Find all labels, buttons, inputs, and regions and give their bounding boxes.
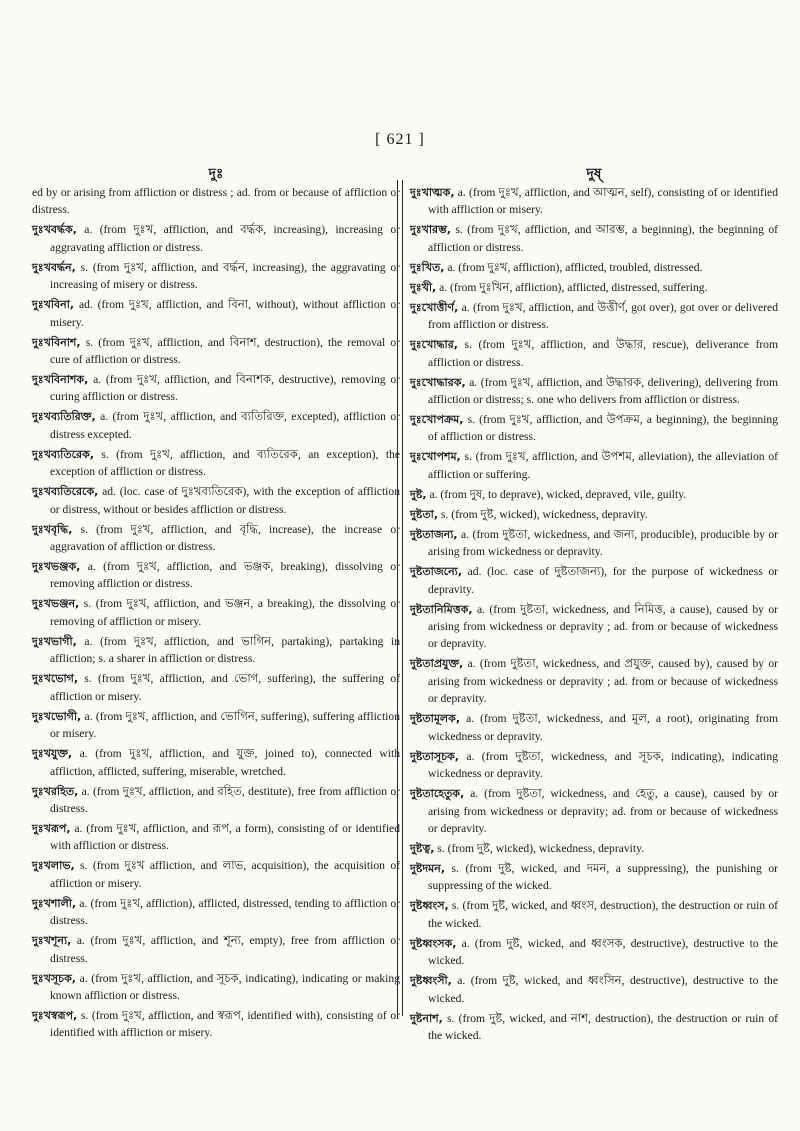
dictionary-entry: [32, 371, 400, 408]
dictionary-entry: [410, 601, 778, 656]
dictionary-entry: [410, 506, 778, 526]
dictionary-entry: [410, 840, 778, 860]
entry-headword: দুঃখোপক্রম,: [410, 413, 464, 427]
entry-headword: দুষ্টতাসূচক,: [410, 749, 459, 763]
entry-definition: a. (from দুষ্ট, wicked, and ধ্বংসক, destructive), destructive to the wicked.: [428, 936, 778, 968]
entry-definition: s. (from দুষ্ট, wicked, and নাশ, destruction), the destruction or ruin of the wicked.: [428, 1011, 779, 1042]
entry-headword: দুষ্টধ্বংস,: [410, 899, 449, 913]
dictionary-entry: [410, 655, 778, 710]
entry-headword: দুঃখভঞ্জক,: [32, 560, 81, 574]
dictionary-entry: [32, 970, 400, 1007]
entry-definition: s. (from দুঃখ, affliction, and বর্দ্ধন, increasing), the aggravating or increasing of misery or distress.: [50, 260, 400, 292]
entry-definition: ad. (loc. case of দুঃখব্যতিরেক), with the exception of affliction or distress, without or besides affliction or distress.: [50, 485, 400, 516]
entry-definition: a. (from দুঃখ, affliction, and ব্যতিরিক্ত, excepted), affliction or distress excepted.: [50, 410, 400, 441]
entry-headword: দুষ্টতাপ্রযুক্ত,: [410, 657, 464, 671]
entry-definition: s. (from দুঃখ affliction, and লাভ, acquisition), the acquisition of affliction or misery.: [50, 859, 400, 890]
dictionary-entry: [410, 972, 778, 1009]
entry-headword: দুষ্টদমন,: [410, 861, 446, 875]
entry-headword: দুঃখাত্মক,: [410, 186, 455, 199]
entry-definition: a. (from দুঃখ, affliction, and উত্তীর্ণ, got over), got over or delivered from affliction or distress.: [428, 300, 778, 332]
dictionary-entry: [32, 895, 400, 932]
dictionary-entry: [410, 336, 778, 373]
entry-headword: দুঃখোদ্ধার,: [410, 338, 458, 352]
dictionary-entry: [410, 785, 778, 840]
dictionary-entry: [410, 259, 778, 279]
dictionary-entry: [410, 1010, 778, 1047]
dictionary-entry: [410, 526, 778, 563]
entry-definition: a. (from দুষ্টতা, wickedness, and মূল, a root), originating from wickedness or depravity.: [428, 712, 778, 743]
entry-headword: দুঃখোদ্ধারক,: [410, 375, 466, 389]
entry-headword: দুঃখোপশম,: [410, 450, 461, 464]
entry-definition: a. (from দুষ্টতা, wickedness, and নিমিত্ত, a cause), caused by or arising from wickedness or depravity ; ad. from or because of wickedness or depravity.: [428, 602, 779, 651]
right-column-head: দুষ্: [586, 166, 602, 182]
entry-definition: a. (from দুঃখ, affliction, and যুক্ত, joined to), connected with affliction, afflicted, suffering, miserable, wretched.: [50, 747, 400, 778]
entry-headword: দুঃখবৃদ্ধি,: [32, 522, 73, 536]
left-column: [32, 164, 400, 1044]
entry-definition: s. (from দুঃখ, affliction, and ভোগ, suffering), the suffering of affliction or misery.: [50, 672, 400, 703]
entry-headword: দুষ্টত্ব,: [410, 841, 435, 855]
entry-definition: a. (from দুঃখিন, affliction), afflicted, distressed, suffering.: [439, 280, 708, 294]
entry-definition: s. (from দুঃখ, affliction, and উপশম, alleviation), the alleviation of affliction or suffering.: [428, 450, 778, 481]
dictionary-entry: [32, 558, 400, 595]
dictionary-entry: [410, 860, 778, 897]
entry-definition: a. (from দুঃখ, affliction, and ভোগিন, suffering), suffering affliction or misery.: [50, 709, 400, 741]
entry-definition: s. (from দুঃখ, affliction, and স্বরূপ, identified with), consisting of or identified with affliction or misery.: [50, 1008, 400, 1040]
entry-definition: a. (from দুঃখ, affliction, and রূপ, a form), consisting of or identified with affliction or distress.: [50, 821, 400, 853]
entry-definition: s. (from দুঃখ, affliction, and উপক্রম, a beginning), the beginning of affliction or distress.: [428, 413, 778, 444]
dictionary-entry: [410, 279, 778, 299]
dictionary-entry: [410, 935, 778, 972]
entry-headword: দুষ্টধ্বংসক,: [410, 936, 457, 950]
dictionary-entry: [32, 1007, 400, 1044]
dictionary-entry: [32, 745, 400, 782]
entry-headword: দুষ্টধ্বংসী,: [410, 974, 452, 988]
entry-headword: দুঃখশূন্য,: [32, 934, 72, 948]
entry-definition: s. (from দুঃখ, affliction, and উদ্ধার, rescue), deliverance from affliction or distress.: [428, 338, 778, 369]
entry-headword: দুঃখসূচক,: [32, 971, 76, 985]
dictionary-entry: [32, 595, 400, 632]
dictionary-entry: [410, 748, 778, 785]
entry-headword: দুঃখবিনা,: [32, 298, 75, 312]
dictionary-entry: [32, 783, 400, 820]
dictionary-entry: [410, 897, 778, 934]
entry-definition: s. (from দুষ্ট, wicked, and দমন, a suppressing), the punishing or suppressing of the wicked.: [428, 861, 779, 893]
dictionary-entry: [32, 708, 400, 745]
dictionary-entry: [32, 259, 400, 296]
entry-headword: দুষ্টতা,: [410, 507, 438, 521]
entry-headword: দুষ্টতাহেতুক,: [410, 787, 465, 801]
entry-headword: দুঃখভাগী,: [32, 634, 77, 648]
entry-headword: দুষ্টতাজন্যে,: [410, 565, 463, 579]
entry-headword: দুঃখলাভ,: [32, 859, 75, 873]
entry-headword: দুষ্টনাশ,: [410, 1011, 443, 1025]
entry-definition: s. (from দুঃখ, affliction, and আরম্ভ, a beginning), the beginning of affliction or distress.: [428, 223, 778, 254]
entry-headword: দুষ্টতাজন্য,: [410, 527, 458, 541]
entry-headword: দুঃখারম্ভ,: [410, 223, 451, 237]
dictionary-entry: [32, 408, 400, 445]
right-column: [410, 164, 778, 1047]
dictionary-entry: [32, 296, 400, 333]
dictionary-entry: [32, 932, 400, 969]
entry-definition: s. (from দুঃখ, affliction, and বিনাশ, destruction), the removal or cure of affliction or distress.: [50, 335, 400, 367]
dictionary-entry: [32, 521, 400, 558]
dictionary-entry: [32, 184, 400, 221]
entry-headword: দুঃখস্বরূপ,: [32, 1008, 78, 1022]
entry-definition: a. (from দুষ, to deprave), wicked, depraved, vile, guilty.: [429, 487, 687, 501]
dictionary-entry: [32, 446, 400, 483]
entry-headword: দুঃখব্যতিরিক্ত,: [32, 410, 96, 424]
dictionary-entry: [32, 221, 400, 258]
dictionary-entry: [32, 483, 400, 520]
entry-headword: দুঃখরহিত,: [32, 784, 79, 798]
entry-definition: a. (from দুঃখ, affliction), afflicted, distressed, tending to affliction or distress.: [50, 896, 400, 928]
entry-headword: দুঃখবিনাশক,: [32, 373, 89, 387]
dictionary-entry: [410, 486, 778, 506]
entry-definition: s. (from দুষ্ট, wicked), wickedness, depravity.: [440, 507, 648, 521]
dictionary-entry: [410, 299, 778, 336]
entry-headword: দুঃখবর্দ্ধন,: [32, 260, 76, 274]
entry-definition: a. (from দুঃখ, affliction), afflicted, troubled, distressed.: [447, 260, 703, 274]
dictionary-entry: [410, 411, 778, 448]
dictionary-entry: [32, 857, 400, 894]
entry-headword: দুঃখভোগী,: [32, 709, 82, 723]
left-column-head: দুঃ: [208, 166, 224, 182]
column-divider: [397, 180, 403, 1016]
right-entries: [410, 184, 778, 1047]
entry-definition: ad. (from দুঃখ, affliction, and বিনা, without), without affliction or misery.: [50, 298, 401, 329]
entry-definition: a. (from দুঃখ, affliction, and ভঞ্জক, breaking), dissolving or removing affliction or distress.: [50, 560, 400, 591]
entry-headword: দুঃখিত,: [410, 260, 445, 274]
dictionary-entry: [32, 633, 400, 670]
entry-definition: ad. (loc. case of দুষ্টতাজন্য), for the purpose of wickedness or depravity.: [428, 565, 778, 596]
dictionary-entry: [410, 448, 778, 485]
entry-headword: দুঃখোত্তীর্ণ,: [410, 300, 459, 314]
entry-definition: a. (from দুঃখ, affliction, and শূন্য, empty), free from affliction or distress.: [50, 934, 400, 965]
entry-headword: দুঃখরূপ,: [32, 821, 71, 835]
dictionary-entry: [410, 374, 778, 411]
page-number: [ 621 ]: [375, 131, 425, 148]
entry-headword: দুঃখবর্দ্ধক,: [32, 223, 77, 237]
entry-definition: a. (from দুষ্টতা, wickedness, and প্রযুক্ত, caused by), caused by or arising from wickedness or depravity ; ad. from or because of wickedness or depravity.: [428, 657, 778, 706]
dictionary-entry: [32, 670, 400, 707]
dictionary-entry: [410, 710, 778, 747]
entry-headword: দুঃখব্যতিরেক,: [32, 447, 94, 461]
entry-definition: a. (from দুঃখ, affliction, and ভাগিন, partaking), partaking in affliction; s. a sharer in affliction or distress.: [50, 634, 400, 666]
entry-definition: a. (from দুষ্টতা, wickedness, and জন্য, producible), producible by or arising from wickedness or depravity.: [428, 527, 778, 559]
entry-definition: a. (from দুষ্টতা, wickedness, and হেতু, a cause), caused by or arising from wickedness or depravity; ad. from or because of wickedness or depravity.: [428, 787, 778, 835]
entry-definition: a. (from দুঃখ, affliction, and আত্মন, self), consisting of or identified with affliction or misery.: [428, 186, 778, 217]
entry-definition: s. (from দুষ্ট, wicked, and ধ্বংস, destruction), the destruction or ruin of the wicked.: [428, 899, 778, 930]
entry-definition: ed by or arising from affliction or distress ; ad. from or because of affliction or distress.: [32, 186, 400, 217]
entry-definition: s. (from দুঃখ, affliction, and ব্যতিরেক, an exception), the exception of affliction or distress.: [50, 447, 400, 479]
entry-headword: দুঃখভঞ্জন,: [32, 597, 80, 611]
entry-headword: দুঃখী,: [410, 280, 437, 294]
entry-definition: s. (from দুঃখ, affliction, and বৃদ্ধি, increase), the increase or aggravation of affliction or distress.: [50, 522, 400, 554]
entry-headword: দুঃখযুক্ত,: [32, 747, 73, 761]
entry-headword: দুঃখব্যতিরেকে,: [32, 485, 99, 499]
dictionary-entry: [410, 184, 778, 221]
entry-headword: দুঃখবিনাশ,: [32, 335, 81, 349]
dictionary-entry: [410, 563, 778, 600]
entry-definition: a. (from দুঃখ, affliction, and বর্দ্ধক, increasing), increasing or aggravating affliction or distress.: [50, 223, 400, 254]
entry-headword: দুঃখভোগ,: [32, 672, 79, 686]
entry-definition: a. (from দুঃখ, affliction, and রহিত, destitute), free from affliction or distress.: [50, 784, 401, 815]
entry-headword: দুষ্টতানিমিত্তক,: [410, 602, 473, 616]
entry-definition: a. (from দুষ্টতা, wickedness, and সূচক, indicating), indicating wickedness or depravity.: [428, 749, 778, 781]
left-entries: [32, 184, 400, 1044]
dictionary-entry: [410, 221, 778, 258]
entry-definition: s. (from দুষ্ট, wicked), wickedness, depravity.: [437, 841, 645, 855]
entry-definition: a. (from দুঃখ, affliction, and সূচক, indicating), indicating or making known affliction or distress.: [50, 971, 400, 1002]
entry-definition: a. (from দুষ্ট, wicked, and ধ্বংসিন, destructive), destructive to the wicked.: [428, 974, 778, 1005]
entry-definition: a. (from দুঃখ, affliction, and বিনাশক, destructive), removing or curing affliction or distress.: [50, 373, 401, 404]
entry-headword: দুঃখশালী,: [32, 896, 77, 910]
entry-definition: a. (from দুঃখ, affliction, and উদ্ধারক, delivering), delivering from affliction or distress; s. one who delivers from affliction or distress.: [428, 375, 778, 407]
dictionary-entry: [32, 820, 400, 857]
entry-headword: দুষ্টতামূলক,: [410, 712, 460, 726]
entry-definition: s. (from দুঃখ, affliction, and ভঞ্জন, a breaking), the dissolving or removing of affliction or misery.: [50, 597, 400, 628]
dictionary-entry: [32, 334, 400, 371]
entry-headword: দুষ্ট,: [410, 487, 427, 501]
